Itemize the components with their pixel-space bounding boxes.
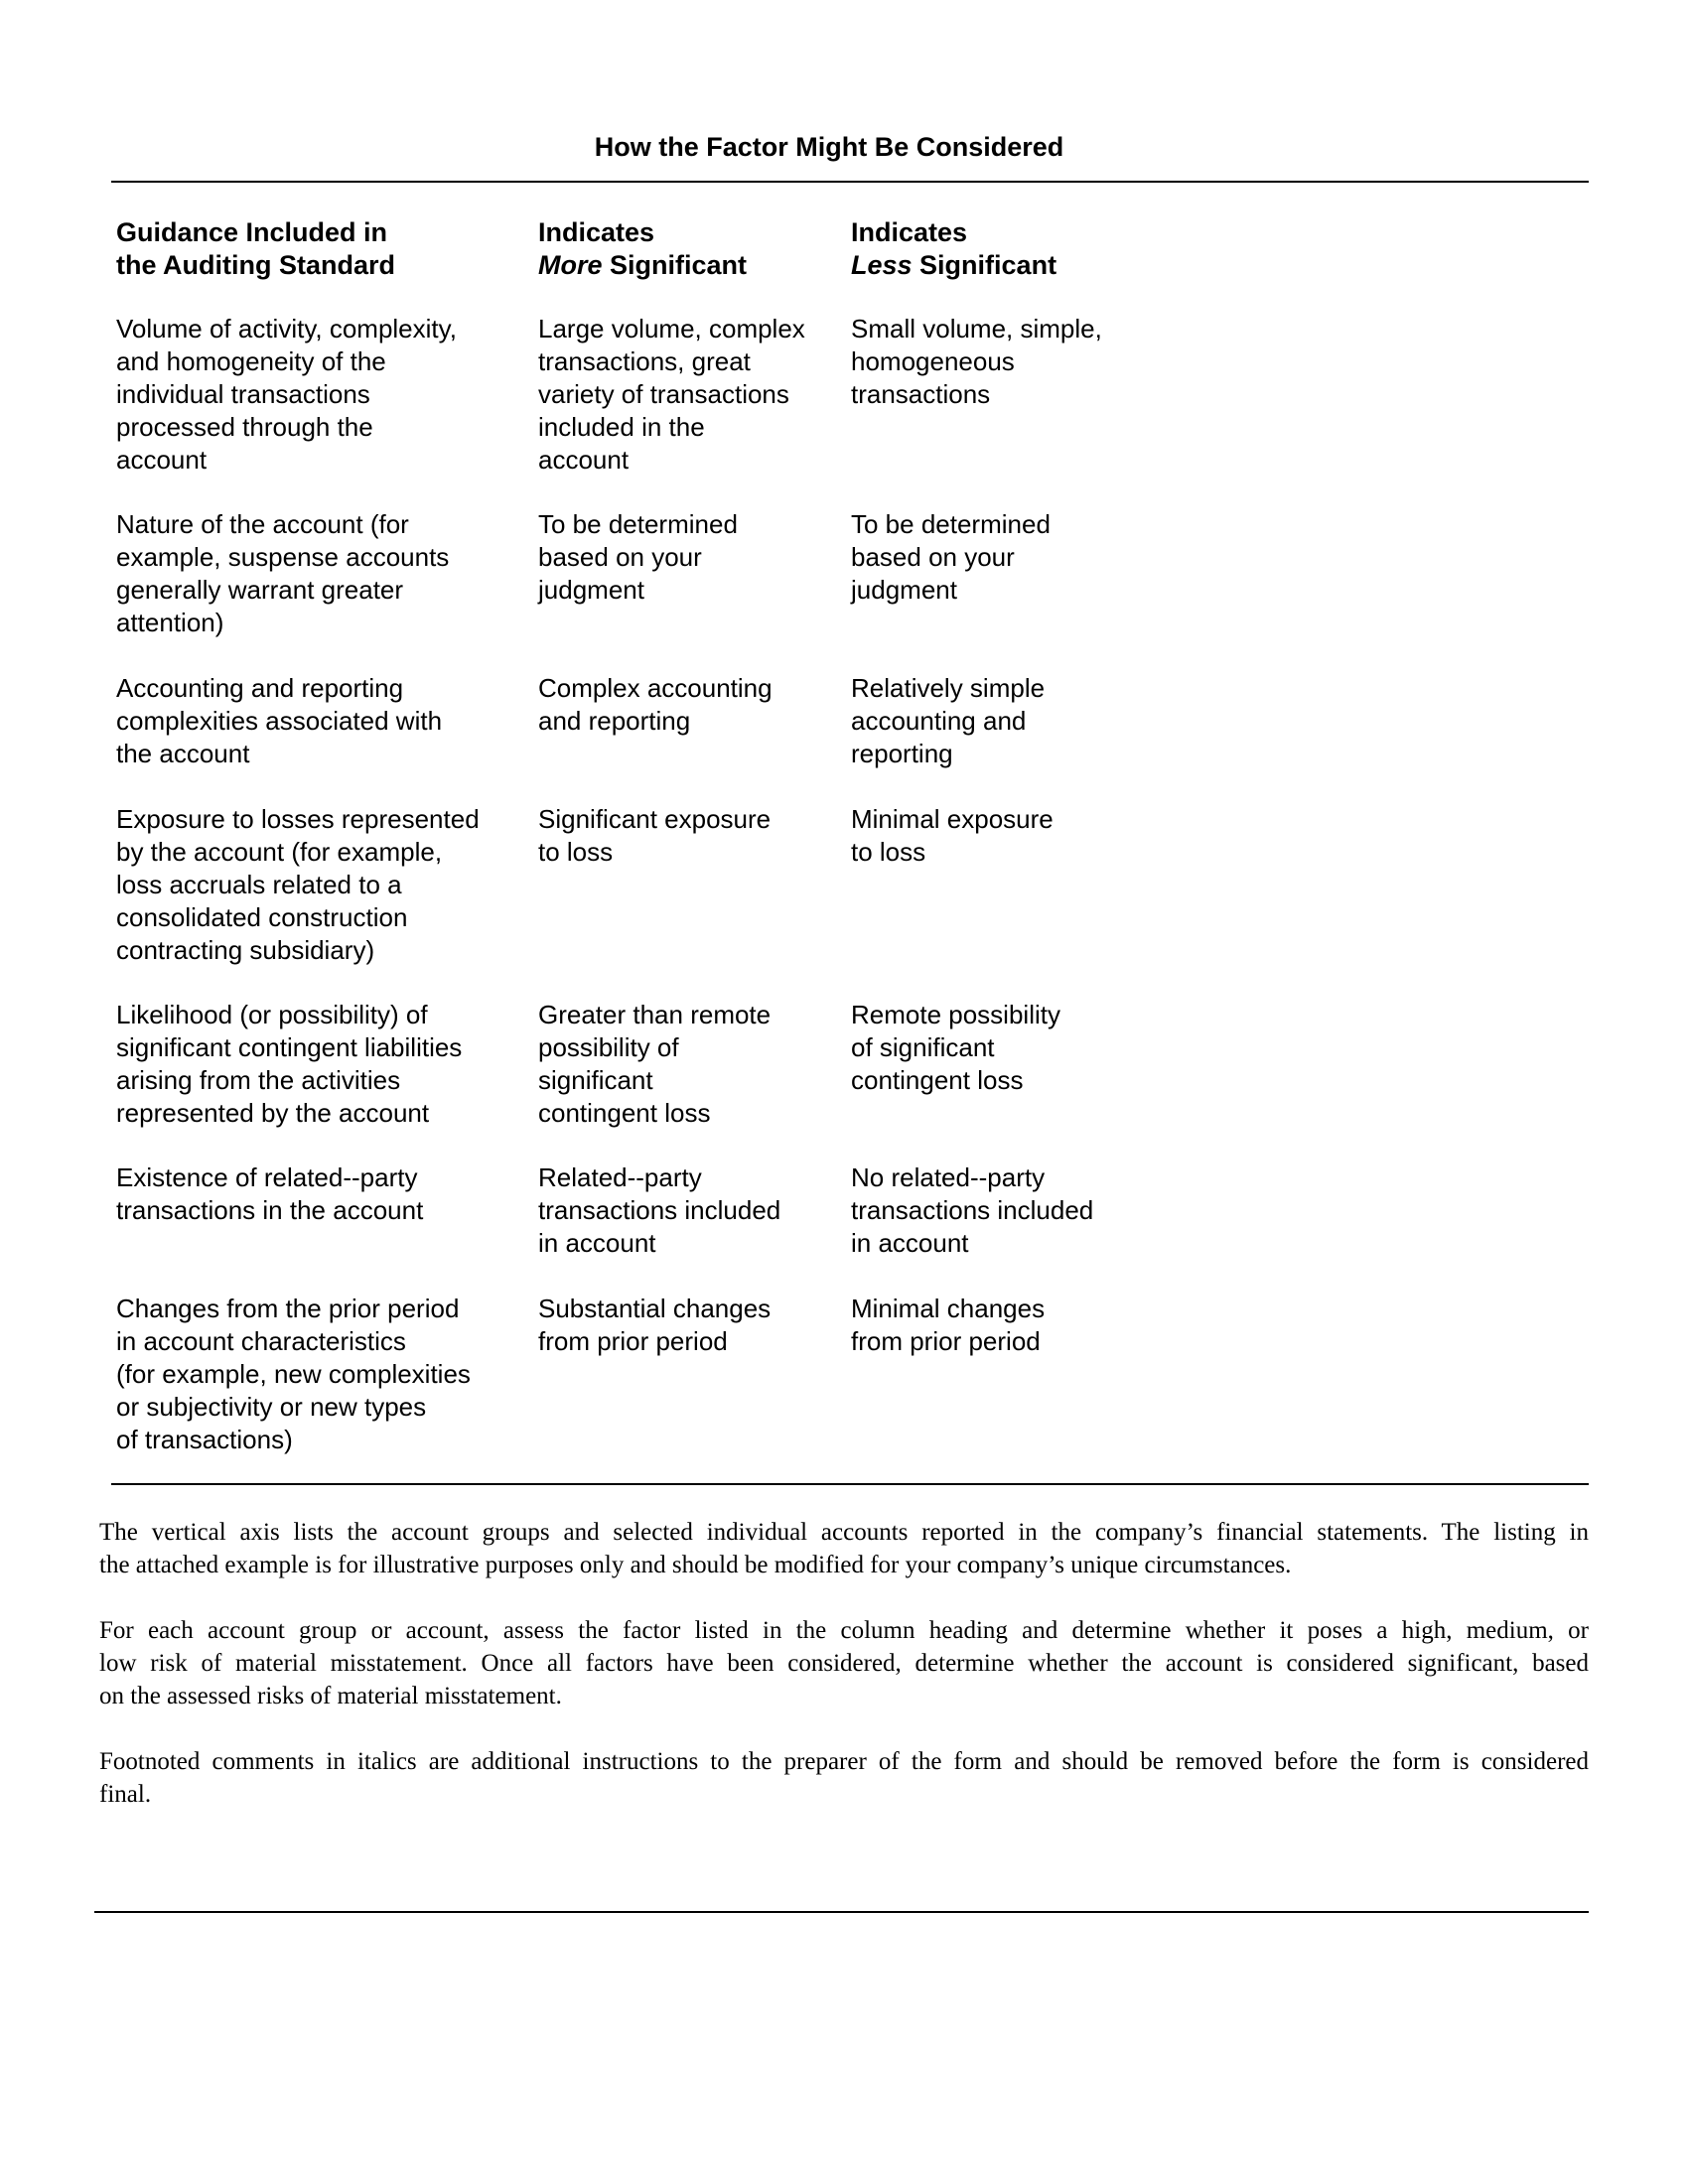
- cell-line: or subjectivity or new types: [116, 1392, 427, 1422]
- cell-line: Nature of the account (for: [116, 509, 409, 539]
- cell-more-significant: [538, 803, 841, 869]
- cell-line: to loss: [538, 837, 614, 867]
- cell-line: Complex accounting: [538, 673, 773, 703]
- cell-line: Significant exposure: [538, 804, 772, 834]
- paragraph-line: on the assessed risks of material misstatement.: [99, 1683, 562, 1709]
- cell-line: No related--party: [851, 1162, 1046, 1192]
- cell-line: (for example, new complexities: [116, 1359, 471, 1389]
- cell-line: and reporting: [538, 706, 691, 736]
- cell-line: to loss: [851, 837, 926, 867]
- cell-line: variety of transactions: [538, 379, 789, 409]
- top-divider: [111, 181, 1589, 183]
- cell-line: contracting subsidiary): [116, 935, 375, 965]
- cell-line: complexities associated with: [116, 706, 443, 736]
- cell-line: in account characteristics: [116, 1326, 406, 1356]
- cell-line: judgment: [851, 575, 957, 605]
- cell-line: Existence of related--party: [116, 1162, 418, 1192]
- footer-divider: [94, 1911, 1589, 1913]
- cell-line: the account: [116, 739, 250, 768]
- cell-line: in account: [538, 1228, 656, 1258]
- cell-guidance: [116, 1293, 523, 1456]
- cell-line: example, suspense accounts: [116, 542, 450, 572]
- cell-line: based on your: [538, 542, 702, 572]
- cell-more-significant: [538, 508, 841, 607]
- cell-guidance: [116, 803, 523, 967]
- instruction-paragraph: [99, 1745, 1589, 1811]
- cell-line: Small volume, simple,: [851, 314, 1102, 343]
- cell-guidance: [116, 1161, 523, 1227]
- cell-line: processed through the: [116, 412, 373, 442]
- cell-line: attention): [116, 608, 224, 637]
- cell-more-significant: [538, 313, 841, 477]
- cell-line: from prior period: [538, 1326, 728, 1356]
- cell-line: and homogeneity of the: [116, 346, 386, 376]
- column-header-line: Guidance Included in: [116, 217, 388, 247]
- instruction-paragraph: [99, 1614, 1589, 1712]
- column-header-rest: Significant: [912, 250, 1057, 280]
- cell-line: generally warrant greater: [116, 575, 404, 605]
- cell-less-significant: [851, 803, 1169, 869]
- cell-line: loss accruals related to a: [116, 870, 402, 899]
- cell-line: represented by the account: [116, 1098, 430, 1128]
- cell-line: transactions, great: [538, 346, 751, 376]
- emphasis-more: More: [538, 250, 603, 280]
- cell-line: To be determined: [538, 509, 738, 539]
- cell-line: Volume of activity, complexity,: [116, 314, 457, 343]
- column-header-guidance: [116, 216, 523, 282]
- column-header-line: the Auditing Standard: [116, 250, 395, 280]
- cell-line: consolidated construction: [116, 902, 408, 932]
- column-header-line: Indicates: [851, 217, 968, 247]
- cell-less-significant: [851, 1161, 1169, 1260]
- cell-guidance: [116, 672, 523, 770]
- cell-line: Remote possibility: [851, 1000, 1060, 1029]
- cell-line: Large volume, complex: [538, 314, 805, 343]
- cell-line: Minimal exposure: [851, 804, 1054, 834]
- cell-less-significant: [851, 1293, 1169, 1358]
- cell-guidance: [116, 508, 523, 639]
- emphasis-less: Less: [851, 250, 913, 280]
- paragraph-line: Footnoted comments in italics are additional instructions to the preparer of the form and should be removed before the form is considered: [99, 1748, 1589, 1775]
- cell-more-significant: [538, 999, 841, 1130]
- instructions: [99, 1516, 1589, 1843]
- cell-line: of significant: [851, 1032, 995, 1062]
- cell-line: transactions included: [851, 1195, 1094, 1225]
- cell-less-significant: [851, 672, 1169, 770]
- cell-line: individual transactions: [116, 379, 370, 409]
- cell-line: Substantial changes: [538, 1294, 772, 1323]
- cell-line: transactions in the account: [116, 1195, 424, 1225]
- cell-line: Relatively simple: [851, 673, 1046, 703]
- cell-line: included in the: [538, 412, 705, 442]
- column-header-line: Indicates: [538, 217, 655, 247]
- cell-more-significant: [538, 1293, 841, 1358]
- paragraph-line: final.: [99, 1781, 152, 1808]
- cell-less-significant: [851, 999, 1169, 1097]
- cell-line: reporting: [851, 739, 953, 768]
- cell-line: judgment: [538, 575, 644, 605]
- cell-line: account: [116, 445, 208, 475]
- cell-line: Greater than remote: [538, 1000, 772, 1029]
- cell-more-significant: [538, 1161, 841, 1260]
- cell-guidance: [116, 999, 523, 1130]
- cell-line: homogeneous: [851, 346, 1015, 376]
- cell-less-significant: [851, 313, 1169, 411]
- cell-line: To be determined: [851, 509, 1051, 539]
- bottom-divider: [111, 1483, 1589, 1485]
- cell-line: Accounting and reporting: [116, 673, 404, 703]
- cell-line: significant contingent liabilities: [116, 1032, 463, 1062]
- column-header-less-significant: [851, 216, 1169, 282]
- page-title: How the Factor Might Be Considered: [594, 132, 1064, 162]
- cell-line: contingent loss: [851, 1065, 1024, 1095]
- cell-line: Likelihood (or possibility) of: [116, 1000, 428, 1029]
- cell-line: transactions: [851, 379, 991, 409]
- cell-line: Exposure to losses represented: [116, 804, 480, 834]
- cell-line: based on your: [851, 542, 1015, 572]
- column-header-rest: Significant: [602, 250, 748, 280]
- cell-line: from prior period: [851, 1326, 1041, 1356]
- cell-line: transactions included: [538, 1195, 781, 1225]
- cell-line: Minimal changes: [851, 1294, 1046, 1323]
- cell-line: accounting and: [851, 706, 1027, 736]
- cell-line: Related--party: [538, 1162, 702, 1192]
- paragraph-line: The vertical axis lists the account groups and selected individual accounts reported in the company’s financial statements. The listing in: [99, 1519, 1589, 1546]
- cell-line: Changes from the prior period: [116, 1294, 460, 1323]
- column-header-line: [538, 249, 841, 282]
- cell-guidance: [116, 313, 523, 477]
- cell-line: arising from the activities: [116, 1065, 401, 1095]
- cell-line: by the account (for example,: [116, 837, 443, 867]
- cell-line: of transactions): [116, 1425, 293, 1454]
- cell-line: contingent loss: [538, 1098, 711, 1128]
- cell-line: in account: [851, 1228, 969, 1258]
- cell-more-significant: [538, 672, 841, 738]
- instruction-paragraph: [99, 1516, 1589, 1581]
- column-header-line: [851, 249, 1169, 282]
- paragraph-line: For each account group or account, assess the factor listed in the column heading and determine whether it poses a high, medium, or: [99, 1617, 1589, 1644]
- cell-line: possibility of: [538, 1032, 679, 1062]
- paragraph-line: the attached example is for illustrative purposes only and should be modified for your company’s unique circumstances.: [99, 1552, 1292, 1578]
- column-header-more-significant: [538, 216, 841, 282]
- cell-line: significant: [538, 1065, 653, 1095]
- cell-less-significant: [851, 508, 1169, 607]
- cell-line: account: [538, 445, 630, 475]
- paragraph-line: low risk of material misstatement. Once all factors have been considered, determine whether the account is considered significant, based: [99, 1650, 1589, 1677]
